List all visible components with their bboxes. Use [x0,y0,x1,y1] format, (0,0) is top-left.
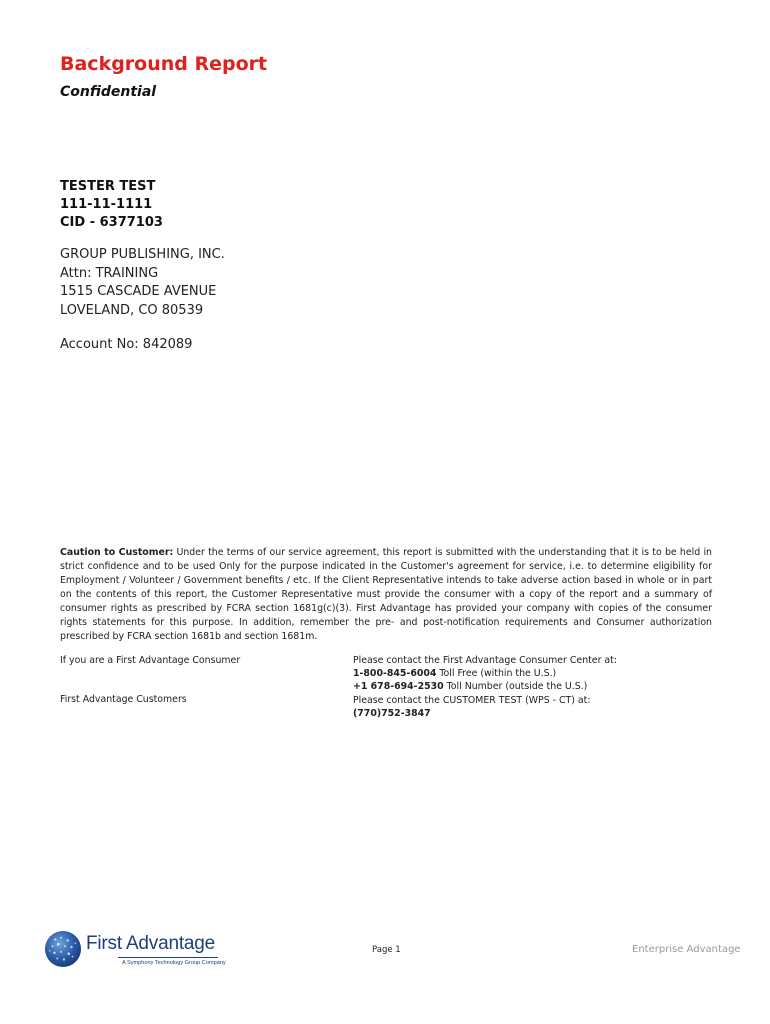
first-advantage-logo-icon [44,930,82,968]
toll-number: +1 678-694-2530 [353,681,444,693]
toll-free-text: Toll Free (within the U.S.) [436,668,557,680]
caution-paragraph [60,546,712,644]
customer-address [60,246,225,320]
toll-free-line [353,667,617,680]
page-number: Page 1 [372,945,401,955]
consumer-label: If you are a First Advantage Consumer [60,655,241,666]
subject-name: TESTER TEST [60,179,156,194]
customers-label: First Advantage Customers [60,694,187,705]
toll-text: Toll Number (outside the U.S.) [443,681,588,693]
toll-free-number: 1-800-845-6004 [353,668,437,680]
customer-street: 1515 CASCADE AVENUE [60,284,217,299]
footer-brand: Enterprise Advantage [632,944,741,955]
contact-details [353,654,617,720]
account-number: Account No: 842089 [60,337,193,352]
report-title: Background Report [60,53,268,75]
customer-company: GROUP PUBLISHING, INC. [60,247,225,262]
logo-divider [118,957,218,958]
customer-attn: Attn: TRAINING [60,265,159,281]
logo-tagline: A Symphony Technology Group Company [122,960,226,966]
toll-line [353,680,617,693]
caution-label: Caution to Customer: [60,547,174,558]
caution-text: Under the terms of our service agreement, this report is submitted with the understanding that it is to be held in strict confidence and to be used Only for the purpose indicated in the Customer's agreement for service, i.e. to determine eligibility for Employment / Volunteer / Government benefits / etc. If the Client Representative intends to take adverse action based in whole or in part on the contents of this report, the Customer Representative must provide the consumer with a copy of the report and a summary of consumer rights as prescribed by FCRA section 1681g(c)(3). First Advantage has provided your company with copies of the consumer rights statements for this purpose. In addition, remember the pre- and post-notification requirements and Consumer authorization prescribed by FCRA section 1681b and section 1681m. [60,547,712,642]
customer-contact-text: Please contact the CUSTOMER TEST (WPS - CT) at: [353,694,591,706]
customer-phone [353,707,617,720]
subject-block [60,178,163,232]
customer-city: LOVELAND, CO 80539 [60,302,204,318]
logo-name: First Advantage [86,933,216,954]
subject-ssn: 111-11-1111 [60,197,153,212]
subject-cid: CID - 6377103 [60,215,163,230]
customer-phone-number: (770)752-3847 [353,707,431,719]
consumer-center-text: Please contact the First Advantage Consumer Center at: [353,655,617,666]
report-subtitle: Confidential [60,84,157,100]
